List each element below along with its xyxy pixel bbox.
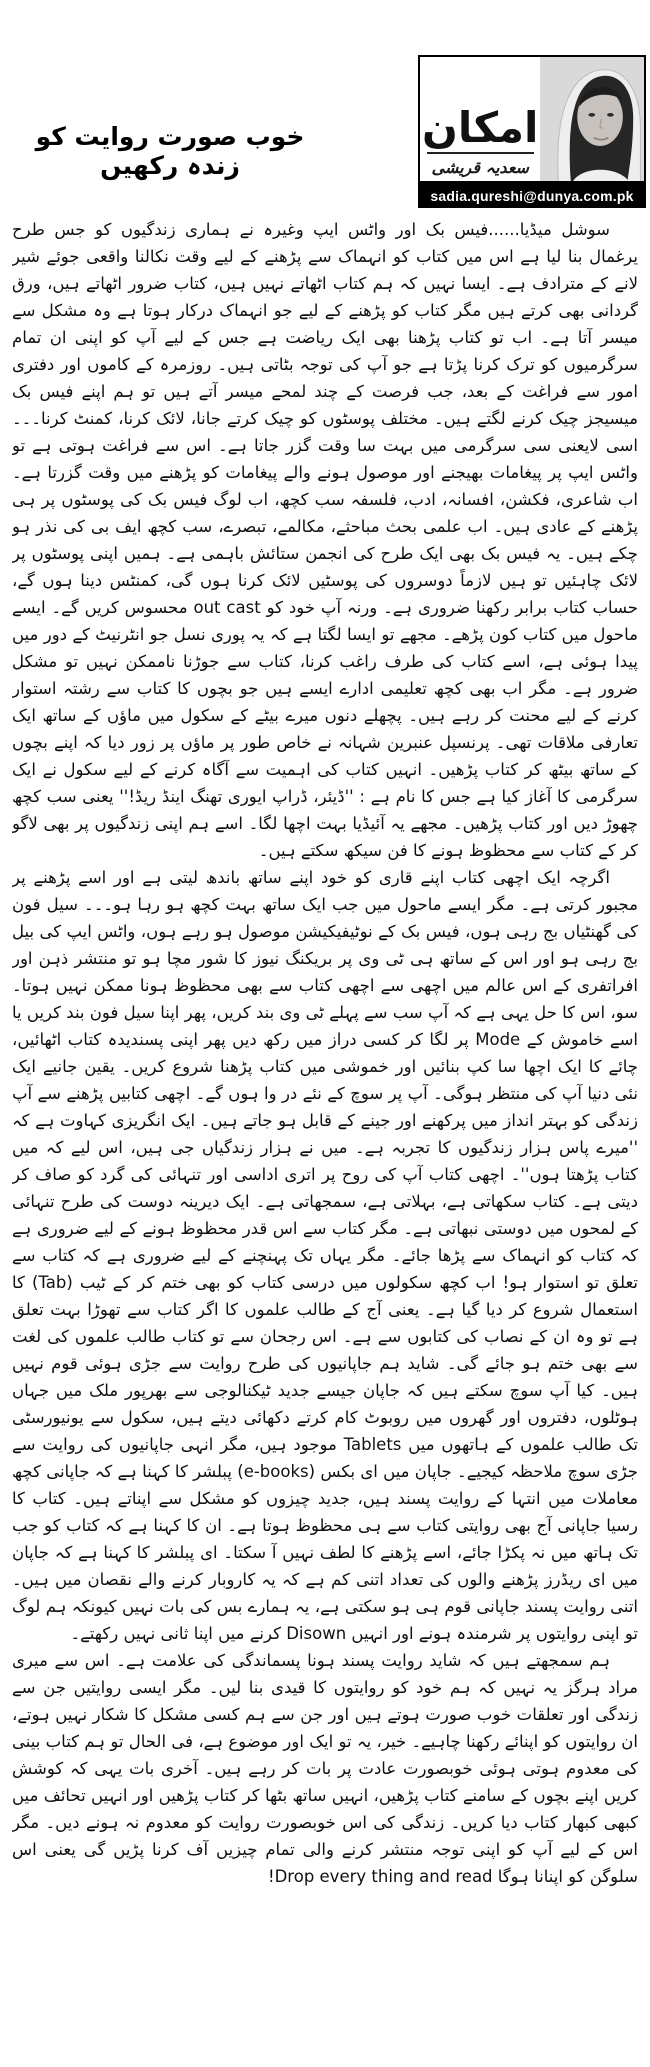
photo-eye-right bbox=[608, 113, 615, 117]
author-name: سعدیہ قریشی bbox=[431, 158, 529, 177]
article-headline: خوب صورت روایت کو زندہ رکھیں bbox=[35, 122, 305, 180]
author-email: sadia.qureshi@dunya.com.pk bbox=[430, 187, 634, 204]
column-name-divider bbox=[427, 152, 534, 154]
column-name: امکان bbox=[422, 103, 539, 152]
author-masthead-left bbox=[420, 57, 540, 181]
author-email-bar bbox=[418, 183, 646, 208]
article-paragraph-3: ہم سمجھتے ہیں کہ شاید روایت پسند ہونا پسماندگی کی علامت ہے۔ اس سے میری مراد ہرگز یہ نہیں کہ ہم خود کو روایتوں کا قیدی بنا لیں۔ مگر ایسی روایتیں جن سے زندگی اور تعلقات خوب صورت ہوتے ہیں اور جن سے ہم کسی مشکل کا شکار نہیں ہوتے، ان روایتوں کو اپنائے رکھنا چاہیے۔ خیر، یہ تو ایک اور موضوع ہے، فی الحال تو ہم کتاب بینی کی معدوم ہوتی ہوئی خوبصورت عادت پر بات کر رہے ہیں۔ آخری بات یہی کہ کوشش کریں اپنے بچوں کے سامنے کتاب پڑھیں، انہیں ساتھ بٹھا کر کتاب پڑھیں اور انہیں تحائف میں کبھی کبھار کتاب دیا کریں۔ زندگی کی اس خوبصورت روایت کو معدوم نہ ہونے دیں۔ مگر اس کے لیے آپ کو اپنی توجہ منتشر کرنے والی تمام چیزیں آف کرنا پڑیں گی یعنی اس سلوگن کو اپنانا ہوگا Drop every thing and read! bbox=[12, 1651, 638, 1886]
article-body bbox=[12, 216, 638, 2046]
photo-eye-left bbox=[589, 113, 596, 117]
author-masthead-box bbox=[418, 55, 646, 183]
article-paragraph-1: سوشل میڈیا......فیس بک اور واٹس ایپ وغیرہ نے ہماری زندگیوں کو جس طرح یرغمال بنا لیا ہے اس میں کتاب کو انہماک سے پڑھنے کے لیے وقت نکالنا واقعی جوئے شیر لانے کے مترادف ہے۔ ایسا نہیں کہ ہم کتاب اٹھاتے نہیں ہیں، کتاب ضرور اٹھاتے ہیں، ورق گردانی بھی کرتے ہیں مگر کتاب کو پڑھنے کے لیے جو انہماک درکار ہوتا ہے وہ مشکل سے میسر آتا ہے۔ اب تو کتاب پڑھنا بھی ایک ریاضت ہے جس کے لیے آپ کو اپنی ان تمام سرگرمیوں کو ترک کرنا پڑتا ہے جو آپ کی توجہ بٹاتی ہیں۔ روزمرہ کے کاموں اور دفتری امور سے فراغت کے بعد، جب فرصت کے چند لمحے میسر آتے ہیں تو ہم اپنے فیس بک میسیجز چیک کرنے لگتے ہیں۔ مختلف پوسٹوں کو چیک کرتے جانا، لائک کرنا، کمنٹ کرنا۔۔۔ اسی لایعنی سی سرگرمی میں بہت سا وقت گزر جاتا ہے۔ اس سے فراغت ہوتی ہے تو واٹس ایپ پر پیغامات بھیجنے اور موصول ہونے والے پیغامات کو پڑھنے میں وقت گزرتا ہے۔ اب شاعری، فکشن، افسانہ، ادب، فلسفہ سب کچھ، اب لوگ فیس بک کی پوسٹوں پر ہی پڑھنے کے عادی ہیں۔ اب علمی بحث مباحثے، مکالمے، تبصرے، سب کچھ ایف بی کی نذر ہو چکے ہیں۔ یہ فیس بک بھی ایک طرح کی انجمن ستائش باہمی ہے۔ ہمیں اپنی پوسٹوں پر لائک چاہئیں تو ہیں لازماً دوسروں کی پوسٹیں لائک کرنا ہوں گی، کمنٹس دینا ہوں گے، حساب کتاب برابر رکھنا ضروری ہے۔ ورنہ آپ خود کو out cast محسوس کریں گے۔ ایسے ماحول میں کتاب کون پڑھے۔ مجھے تو ایسا لگتا ہے کہ یہ پوری نسل جو انٹرنیٹ کے دور میں پیدا ہوئی ہے، اسے کتاب کی طرف راغب کرنا، کتاب سے جوڑنا ناممکن نہیں تو مشکل ضرور ہے۔ مگر اب بھی کچھ تعلیمی ادارے ایسے ہیں جو بچوں کا کتاب سے رشتہ استوار کرنے کے لیے محنت کر رہے ہیں۔ پچھلے دنوں میرے بیٹے کے سکول میں ماؤں کے ساتھ ایک تعارفی ملاقات تھی۔ پرنسپل عنبرین شہانہ نے خاص طور پر ماؤں پر زور دیا کہ اپنے بچوں کے ساتھ بیٹھ کر کتاب پڑھیں۔ انہیں کتاب کی اہمیت سے آگاہ کرنے کے لیے سکول نے ایک سرگرمی کا آغاز کیا ہے جس کا نام ہے : ''ڈیئر، ڈراپ ایوری تھنگ اینڈ ریڈ!'' یعنی سب کچھ چھوڑ دیں اور کتاب پڑھیں۔ مجھے یہ آئیڈیا بہت اچھا لگا۔ اسے ہم اپنی زندگیوں پر بھی لاگو کر کے کتاب سے محظوظ ہونے کا فن سیکھ سکتے ہیں۔ bbox=[12, 220, 638, 860]
article-paragraph-2: اگرچہ ایک اچھی کتاب اپنے قاری کو خود اپنے ساتھ باندھ لیتی ہے اور اسے پڑھنے پر مجبور کرتی ہے۔ مگر ایسے ماحول میں جب ایک ساتھ بہت کچھ ہو رہا ہو۔۔۔ سیل فون کی گھنٹیاں بج رہی ہوں، فیس بک کے نوٹیفیکیشن موصول ہو رہے ہوں، واٹس ایپ کی بیل بج رہی ہو اور اس کے ساتھ ہی ٹی وی پر بریکنگ نیوز کا شور مچا ہو تو منتشر ذہن اور افراتفری کے اس عالم میں اچھی سے اچھی کتاب سے بھی محظوظ ہونا ممکن نہیں ہوتا۔ سو، اس کا حل یہی ہے کہ آپ سب سے پہلے ٹی وی بند کریں، پھر اپنا سیل فون بند کریں یا اسے خاموش کے Mode پر لگا کر کسی دراز میں رکھ دیں پھر اپنی پسندیدہ کتاب اٹھائیں، چائے کا ایک اچھا سا کپ بنائیں اور خموشی میں کتاب پڑھنا شروع کریں۔ یقین جانیے ایک نئی دنیا آپ کی منتظر ہوگی۔ آپ پر سوچ کے نئے در وا ہوں گے۔ اچھی کتابیں پڑھنے سے آپ زندگی کو بہتر انداز میں پرکھنے اور جینے کے قابل ہو جاتے ہیں۔ ایک انگریزی کہاوت ہے کہ ''میرے پاس ہزار زندگیوں کا تجربہ ہے۔ میں نے ہزار زندگیاں جی ہیں، اس لیے کہ میں کتاب پڑھتا ہوں''۔ اچھی کتاب آپ کی روح پر اتری اداسی اور تنہائی کی گرد کو صاف کر دیتی ہے۔ کتاب سکھاتی ہے، بہلاتی ہے، سمجھاتی ہے۔ ایک دیرینہ دوست کی طرح تنہائی کے لمحوں میں دوستی نبھاتی ہے۔ مگر کتاب سے اس قدر محظوظ ہونے کے لیے ضروری ہے کہ کتاب کو انہماک سے پڑھا جائے۔ مگر یہاں تک پہنچنے کے لیے ضروری ہے کہ کتاب سے تعلق تو استوار ہو! اب کچھ سکولوں میں درسی کتاب کو بھی ختم کر کے ٹیب (Tab) کا استعمال شروع کر دیا گیا ہے۔ یعنی آج کے طالب علموں کا اگر کتاب سے تھوڑا بہت تعلق ہے تو وہ ان کے نصاب کی کتابوں سے ہے۔ اس رجحان سے تو کتاب طالب علموں کی لغت سے بھی ختم ہو جائے گی۔ شاید ہم جاپانیوں کی طرح روایت سے جڑی ہوئی قوم نہیں ہیں۔ کیا آپ سوچ سکتے ہیں کہ جاپان جیسے جدید ٹیکنالوجی سے بھرپور ملک میں جہاں ہوٹلوں، دفتروں اور گھروں میں روبوٹ کام کرتے دکھائی دیتے ہیں، سکول سے یونیورسٹی تک طالب علموں کے ہاتھوں میں Tablets موجود ہیں، مگر انہی جاپانیوں کی روایت سے جڑی سوچ ملاحظہ کیجیے۔ جاپان میں ای بکس (e-books) پبلشر کا کہنا ہے کہ جاپانی کچھ معاملات میں انتہا کے روایت پسند ہیں، جدید چیزوں کو مشکل سے اپناتے ہیں۔ کتاب کا رسیا جاپانی آج بھی روایتی کتاب سے ہی محظوظ ہوتا ہے۔ ان کا کہنا ہے کہ کتاب کو جب تک ہاتھ میں نہ پکڑا جائے، اسے پڑھنے کا لطف نہیں آ سکتا۔ ای پبلشر کا کہنا ہے کہ جاپان میں ای ریڈرز پڑھنے والوں کی تعداد اتنی کم ہے کہ یہ کاروبار کرنے والے نقصان میں ہیں۔ اتنی روایت پسند جاپانی قوم ہی ہو سکتی ہے، یہ ہمارے بس کی بات نہیں کیونکہ ہم لوگ تو اپنی روایتوں پر شرمندہ ہونے اور انہیں Disown کرنے میں اپنا ثانی نہیں رکھتے۔ bbox=[12, 868, 638, 1643]
author-photo bbox=[540, 57, 644, 181]
